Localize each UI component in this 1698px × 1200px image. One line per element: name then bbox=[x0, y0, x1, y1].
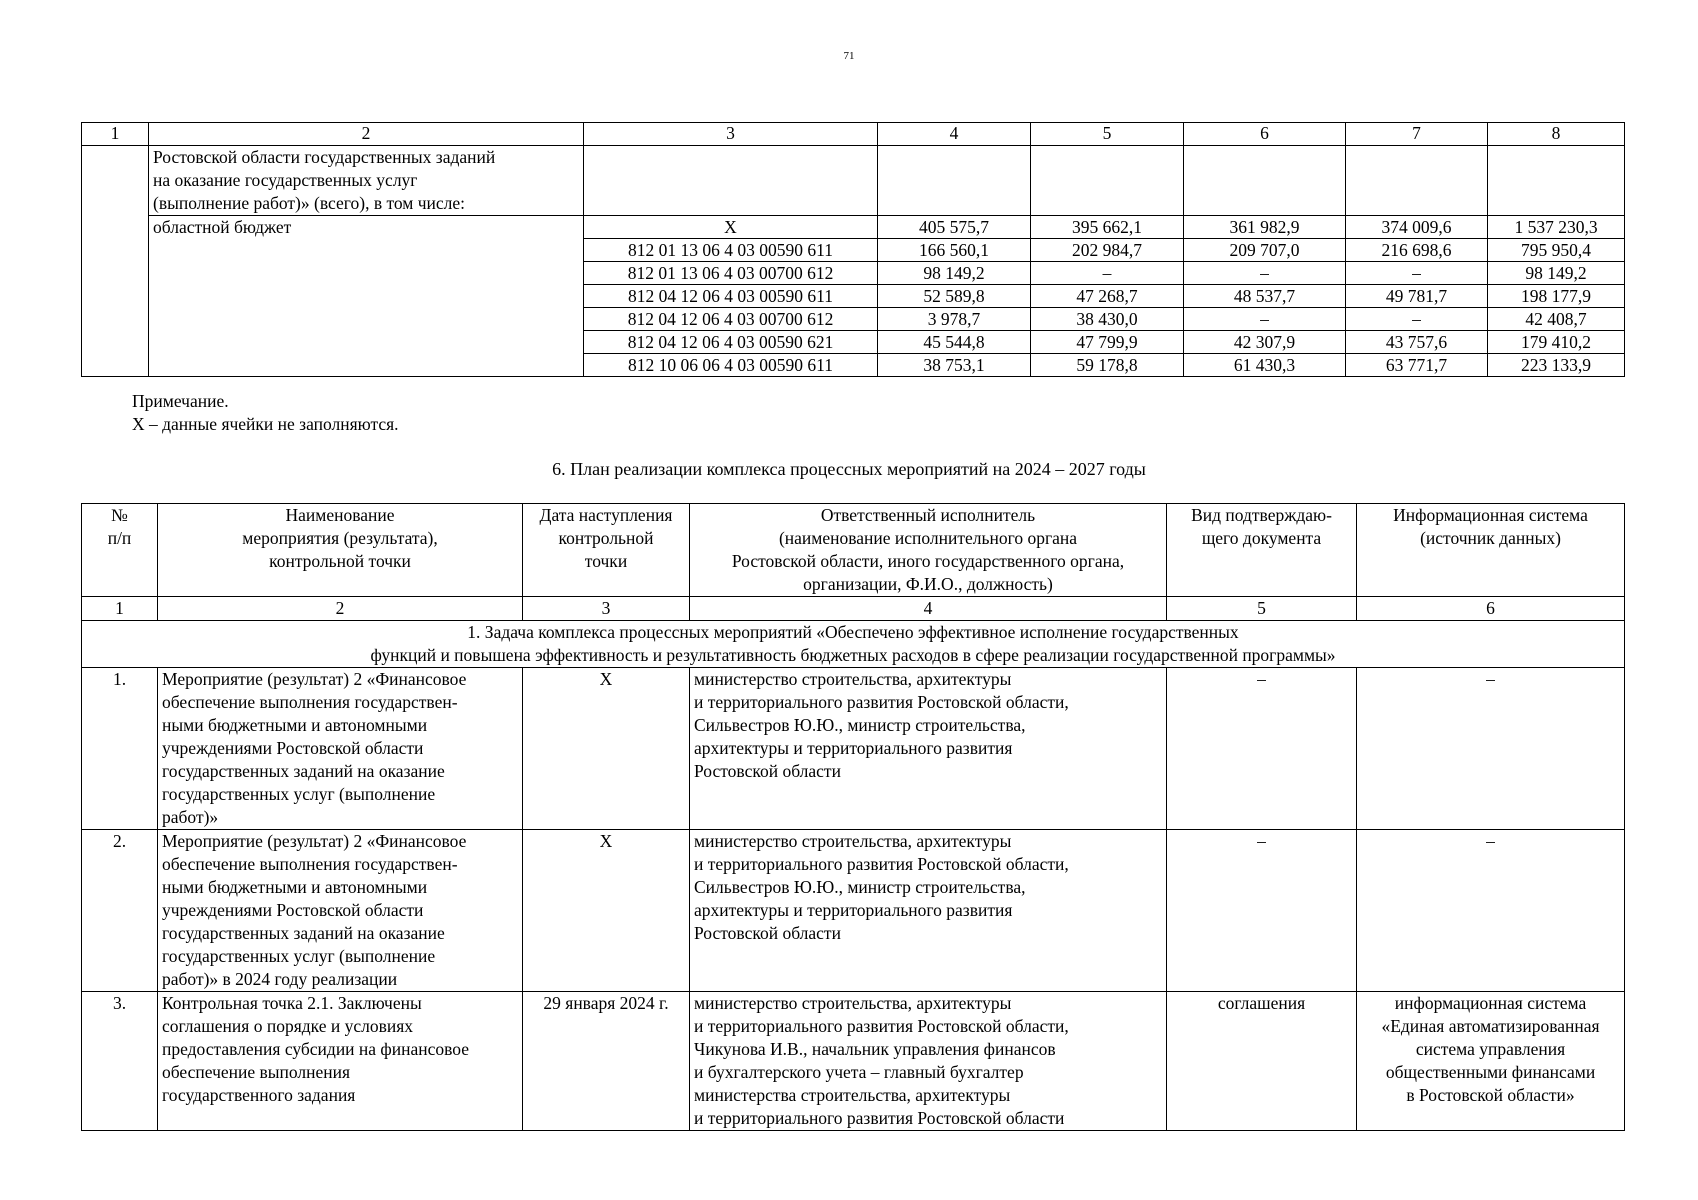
budget-value: 38 753,1 bbox=[878, 354, 1031, 377]
empty-cell bbox=[82, 146, 149, 377]
column-number: 5 bbox=[1031, 123, 1184, 146]
budget-value: – bbox=[1346, 262, 1488, 285]
budget-total: 179 410,2 bbox=[1488, 331, 1625, 354]
row-system: – bbox=[1357, 830, 1625, 992]
budget-code: 812 04 12 06 4 03 00590 611 bbox=[584, 285, 878, 308]
budget-value: 48 537,7 bbox=[1184, 285, 1346, 308]
page-number: 71 bbox=[843, 50, 855, 62]
column-number: 6 bbox=[1357, 597, 1625, 621]
budget-value: 47 799,9 bbox=[1031, 331, 1184, 354]
column-number: 7 bbox=[1346, 123, 1488, 146]
budget-value: 209 707,0 bbox=[1184, 239, 1346, 262]
budget-value: 47 268,7 bbox=[1031, 285, 1184, 308]
budget-code: X bbox=[584, 216, 878, 239]
header-document: Вид подтверждаю- щего документа bbox=[1167, 504, 1357, 597]
plan-column-numbers bbox=[82, 597, 1625, 621]
column-number: 2 bbox=[158, 597, 523, 621]
row-date: 29 января 2024 г. bbox=[523, 992, 690, 1131]
row-number: 3. bbox=[82, 992, 158, 1131]
empty-cell bbox=[1184, 146, 1346, 216]
header-name: Наименование мероприятия (результата), контрольной точки bbox=[158, 504, 523, 597]
row-name: Контрольная точка 2.1. Заключены соглашения о порядке и условиях предоставления субсидии на финансовое обеспечение выполнения государственного задания bbox=[158, 992, 523, 1131]
row-executor: министерство строительства, архитектуры и территориального развития Ростовской области, Сильвестров Ю.Ю., министр строительства, архитектуры и территориального развития Ростовской области bbox=[690, 830, 1167, 992]
budget-code: 812 01 13 06 4 03 00700 612 bbox=[584, 262, 878, 285]
row-system: информационная система «Единая автоматизированная система управления общественными финансами в Ростовской области» bbox=[1357, 992, 1625, 1131]
budget-value: 374 009,6 bbox=[1346, 216, 1488, 239]
section-title: 6. План реализации комплекса процессных мероприятий на 2024 – 2027 годы bbox=[552, 459, 1146, 479]
budget-total: 223 133,9 bbox=[1488, 354, 1625, 377]
row-executor: министерство строительства, архитектуры и территориального развития Ростовской области, Сильвестров Ю.Ю., министр строительства, архитектуры и территориального развития Ростовской области bbox=[690, 668, 1167, 830]
row-document: – bbox=[1167, 830, 1357, 992]
row-system: – bbox=[1357, 668, 1625, 830]
budget-value: 52 589,8 bbox=[878, 285, 1031, 308]
note-title: Примечание. bbox=[132, 391, 229, 411]
budget-value: 216 698,6 bbox=[1346, 239, 1488, 262]
budget-total: 1 537 230,3 bbox=[1488, 216, 1625, 239]
budget-value: 38 430,0 bbox=[1031, 308, 1184, 331]
column-number: 1 bbox=[82, 597, 158, 621]
budget-value: 45 544,8 bbox=[878, 331, 1031, 354]
budget-row bbox=[82, 216, 1625, 239]
budget-value: – bbox=[1346, 308, 1488, 331]
column-number: 1 bbox=[82, 123, 149, 146]
empty-cell bbox=[1346, 146, 1488, 216]
column-number: 4 bbox=[878, 123, 1031, 146]
row-date: X bbox=[523, 668, 690, 830]
plan-row bbox=[82, 992, 1625, 1131]
plan-row bbox=[82, 830, 1625, 992]
column-number: 5 bbox=[1167, 597, 1357, 621]
budget-code: 812 04 12 06 4 03 00590 621 bbox=[584, 331, 878, 354]
plan-row bbox=[82, 668, 1625, 830]
header-executor: Ответственный исполнитель (наименование исполнительного органа Ростовской области, иного государственного органа, организации, Ф.И.О., должность) bbox=[690, 504, 1167, 597]
budget-total: 98 149,2 bbox=[1488, 262, 1625, 285]
row-document: – bbox=[1167, 668, 1357, 830]
budget-value: 361 982,9 bbox=[1184, 216, 1346, 239]
budget-code: 812 01 13 06 4 03 00590 611 bbox=[584, 239, 878, 262]
note bbox=[132, 390, 399, 436]
plan-table bbox=[81, 503, 1625, 1131]
empty-cell bbox=[584, 146, 878, 216]
column-number: 8 bbox=[1488, 123, 1625, 146]
budget-value: – bbox=[1031, 262, 1184, 285]
budget-table bbox=[81, 122, 1625, 377]
row-number: 2. bbox=[82, 830, 158, 992]
empty-cell bbox=[1488, 146, 1625, 216]
column-number: 2 bbox=[149, 123, 584, 146]
budget-column-numbers bbox=[82, 123, 1625, 146]
plan-header-row bbox=[82, 504, 1625, 597]
row-number: 1. bbox=[82, 668, 158, 830]
budget-value: – bbox=[1184, 308, 1346, 331]
budget-total: 198 177,9 bbox=[1488, 285, 1625, 308]
column-number: 4 bbox=[690, 597, 1167, 621]
column-number: 6 bbox=[1184, 123, 1346, 146]
budget-value: 63 771,7 bbox=[1346, 354, 1488, 377]
header-date: Дата наступления контрольной точки bbox=[523, 504, 690, 597]
budget-value: – bbox=[1184, 262, 1346, 285]
budget-total: 42 408,7 bbox=[1488, 308, 1625, 331]
budget-title-cell: Ростовской области государственных заданий на оказание государственных услуг (выполнение работ)» (всего), в том числе: bbox=[149, 146, 584, 216]
note-text: X – данные ячейки не заполняются. bbox=[132, 414, 399, 434]
empty-cell bbox=[878, 146, 1031, 216]
budget-value: 98 149,2 bbox=[878, 262, 1031, 285]
row-executor: министерство строительства, архитектуры и территориального развития Ростовской области, Чикунова И.В., начальник управления финансов и бухгалтерского учета – главный бухгалтер министерства строительства, архитектуры и территориального развития Ростовской области bbox=[690, 992, 1167, 1131]
empty-cell bbox=[1031, 146, 1184, 216]
row-name: Мероприятие (результат) 2 «Финансовое обеспечение выполнения государствен- ными бюджетными и автономными учреждениями Ростовской области государственных заданий на оказание государственных услуг (выполнение работ)» в 2024 году реализации bbox=[158, 830, 523, 992]
budget-code: 812 04 12 06 4 03 00700 612 bbox=[584, 308, 878, 331]
budget-value: 42 307,9 bbox=[1184, 331, 1346, 354]
budget-value: 61 430,3 bbox=[1184, 354, 1346, 377]
budget-value: 59 178,8 bbox=[1031, 354, 1184, 377]
budget-value: 166 560,1 bbox=[878, 239, 1031, 262]
task-title: 1. Задача комплекса процессных мероприятий «Обеспечено эффективное исполнение государственных функций и повышена эффективность и результативность бюджетных расходов в сфере реализации государственной программы» bbox=[82, 621, 1625, 668]
column-number: 3 bbox=[523, 597, 690, 621]
row-date: X bbox=[523, 830, 690, 992]
column-number: 3 bbox=[584, 123, 878, 146]
budget-title-row bbox=[82, 146, 1625, 216]
budget-value: 395 662,1 bbox=[1031, 216, 1184, 239]
budget-value: 3 978,7 bbox=[878, 308, 1031, 331]
row-document: соглашения bbox=[1167, 992, 1357, 1131]
budget-code: 812 10 06 06 4 03 00590 611 bbox=[584, 354, 878, 377]
budget-value: 202 984,7 bbox=[1031, 239, 1184, 262]
budget-value: 49 781,7 bbox=[1346, 285, 1488, 308]
header-system: Информационная система (источник данных) bbox=[1357, 504, 1625, 597]
row-name: Мероприятие (результат) 2 «Финансовое обеспечение выполнения государствен- ными бюджетными и автономными учреждениями Ростовской области государственных заданий на оказание государственных услуг (выполнение работ)» bbox=[158, 668, 523, 830]
budget-value: 405 575,7 bbox=[878, 216, 1031, 239]
budget-subject-label: областной бюджет bbox=[149, 216, 584, 377]
header-number: № п/п bbox=[82, 504, 158, 597]
budget-total: 795 950,4 bbox=[1488, 239, 1625, 262]
task-row bbox=[82, 621, 1625, 668]
budget-value: 43 757,6 bbox=[1346, 331, 1488, 354]
